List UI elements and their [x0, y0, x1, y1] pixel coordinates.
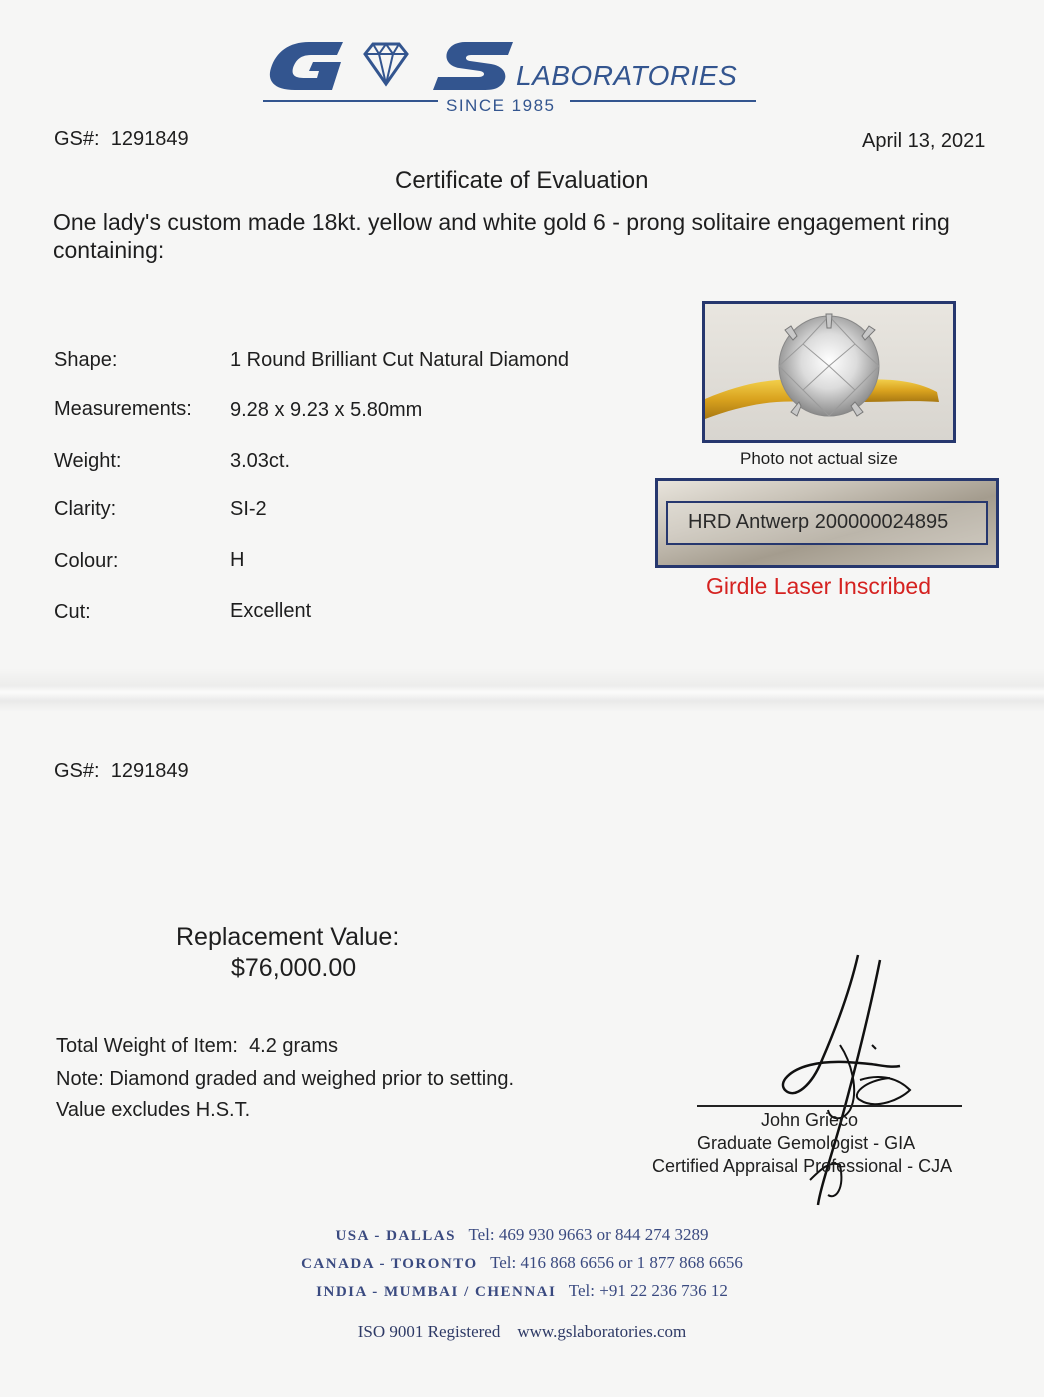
footer-line-india	[0, 1281, 1044, 1301]
ring-photo	[702, 301, 956, 443]
girdle-inscription-photo	[655, 478, 999, 568]
gs-label-lower: GS#:	[54, 760, 100, 782]
footer-line-usa	[0, 1225, 1044, 1245]
footer-region-usa: USA - DALLAS	[335, 1228, 456, 1244]
signer-title-cja: Certified Appraisal Professional - CJA	[652, 1156, 953, 1176]
spec-value-clarity: SI-2	[230, 498, 267, 520]
spec-value-shape: 1 Round Brilliant Cut Natural Diamond	[230, 349, 570, 371]
footer-tel-india: Tel: +91 22 236 736 12	[568, 1281, 728, 1300]
logo-since: SINCE 1985	[446, 96, 556, 115]
spec-value-cut: Excellent	[230, 600, 312, 622]
spec-value-weight: 3.03ct.	[230, 450, 291, 472]
signer-title-gia: Graduate Gemologist - GIA	[697, 1133, 916, 1153]
item-description: One lady's custom made 18kt. yellow and white gold 6 - prong solitaire engagement ring containing:	[53, 209, 950, 263]
spec-label-weight: Weight:	[54, 450, 122, 472]
paper-fold	[0, 668, 1044, 712]
spec-label-cut: Cut:	[54, 601, 91, 623]
photo-caption: Photo not actual size	[740, 449, 898, 468]
inscription-frame	[666, 501, 988, 545]
logo-rule-right	[570, 100, 756, 102]
certificate-date: April 13, 2021	[862, 130, 986, 152]
footer-line-canada	[0, 1253, 1044, 1273]
spec-label-measurements: Measurements:	[54, 398, 192, 420]
gs-logo	[265, 38, 515, 93]
spec-label-shape: Shape:	[54, 349, 118, 371]
gs-number-header	[54, 128, 189, 151]
certificate-title: Certificate of Evaluation	[395, 167, 649, 194]
website-link[interactable]: www.gslaboratories.com	[517, 1322, 687, 1341]
gs-number-lower	[54, 760, 189, 783]
gs-number: 1291849	[110, 128, 189, 150]
spec-label-colour: Colour:	[54, 550, 119, 572]
inscription-caption: Girdle Laser Inscribed	[706, 573, 931, 599]
signature-line	[697, 1105, 962, 1107]
setting-note: Note: Diamond graded and weighed prior to setting.	[56, 1068, 515, 1090]
spec-value-colour: H	[230, 549, 245, 571]
footer-tel-usa: Tel: 469 930 9663 or 844 274 3289	[468, 1225, 709, 1244]
iso-registered: ISO 9001 Registered	[357, 1322, 501, 1341]
total-weight	[56, 1035, 338, 1058]
spec-value-measurements: 9.28 x 9.23 x 5.80mm	[230, 399, 423, 421]
logo-rule-left	[263, 100, 438, 102]
footer-iso-line	[0, 1322, 1044, 1342]
gs-label: GS#:	[54, 128, 100, 150]
footer-tel-canada: Tel: 416 868 6656 or 1 877 868 6656	[490, 1253, 743, 1272]
logo-wordmark: LABORATORIES	[516, 60, 738, 91]
inscription-text: HRD Antwerp 200000024895	[688, 511, 949, 533]
replacement-label: Replacement Value:	[176, 923, 400, 951]
gs-number-lower-value: 1291849	[110, 760, 189, 782]
spec-label-clarity: Clarity:	[54, 498, 117, 520]
ring-image	[705, 304, 953, 440]
total-weight-label: Total Weight of Item:	[56, 1035, 238, 1057]
diamond-icon	[365, 44, 407, 84]
footer-region-india: INDIA - MUMBAI / CHENNAI	[316, 1284, 557, 1300]
replacement-value: $76,000.00	[231, 954, 357, 982]
total-weight-value: 4.2 grams	[249, 1035, 338, 1057]
tax-note: Value excludes H.S.T.	[56, 1099, 251, 1121]
footer-region-canada: CANADA - TORONTO	[301, 1256, 478, 1272]
signer-name: John Grieco	[761, 1110, 859, 1130]
